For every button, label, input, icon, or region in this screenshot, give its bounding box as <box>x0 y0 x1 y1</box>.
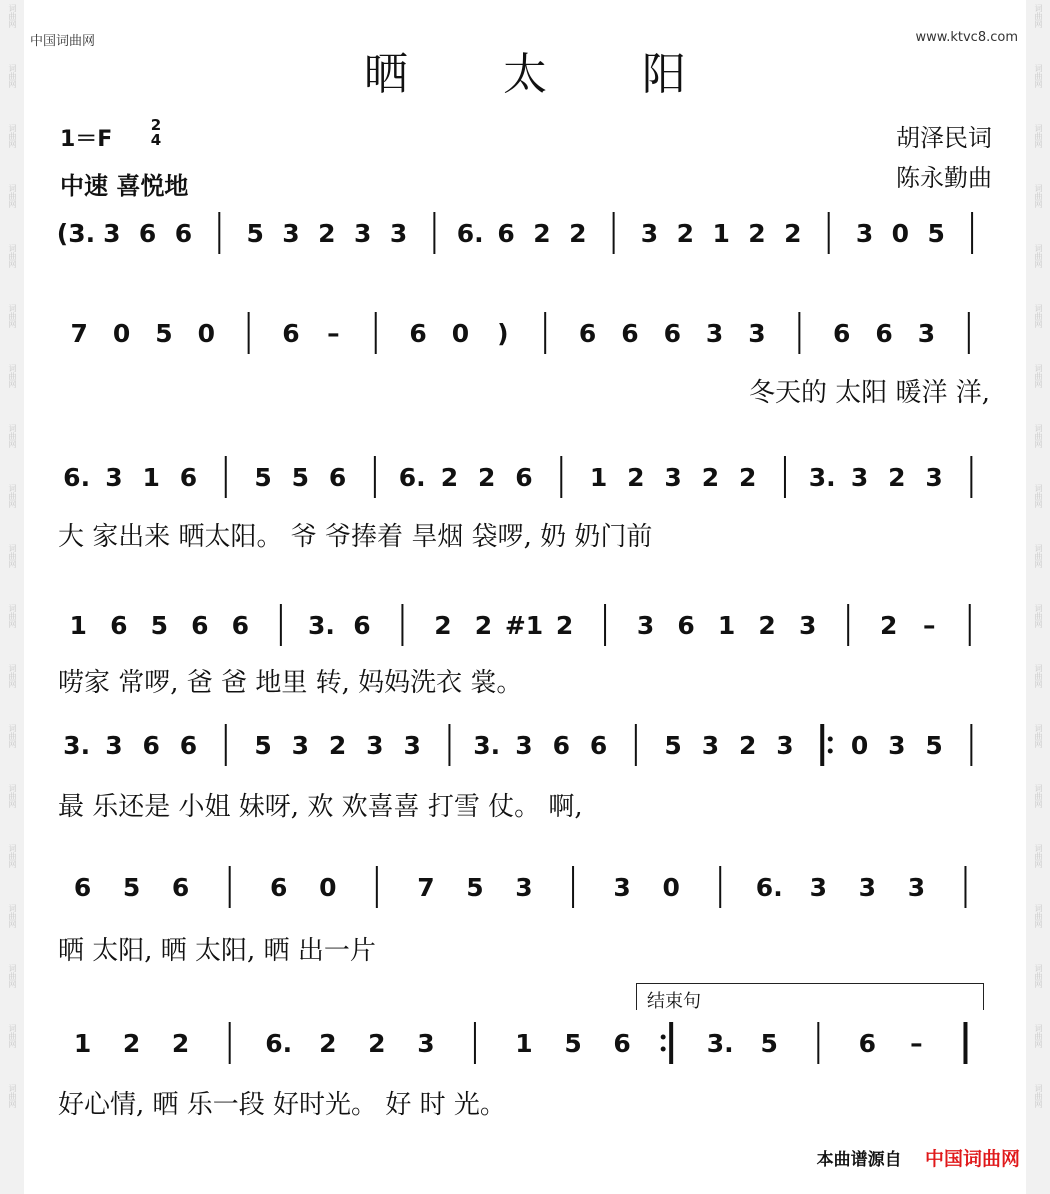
watermark-mark: 词曲网 <box>1034 64 1043 88</box>
note-token: 1 <box>589 463 608 492</box>
note-token: 5 <box>150 611 169 640</box>
notation-row-1 <box>58 212 990 254</box>
note-token: 2 <box>171 1029 190 1058</box>
watermark-mark: 词曲网 <box>8 604 17 628</box>
footer-brand: 中国词曲网 <box>924 1148 1020 1170</box>
note-token: 2 <box>676 219 695 248</box>
note-token: 3 <box>701 731 720 760</box>
watermark-mark: 词曲网 <box>8 364 17 388</box>
note-token: 3 <box>366 731 384 760</box>
watermark-mark: 词曲网 <box>1034 724 1043 748</box>
note-token: 3 <box>636 611 655 640</box>
time-signature-bottom: 4 <box>150 131 162 149</box>
watermark-mark: 词曲网 <box>8 64 17 88</box>
note-token: 2 <box>319 1029 337 1058</box>
note-token: 5 <box>254 463 272 492</box>
note-token: 5 <box>291 463 310 492</box>
note-token: 6 <box>875 319 893 348</box>
notation-row-2-svg <box>58 312 990 354</box>
note-token: 3. <box>808 463 836 492</box>
watermark-mark: 词曲网 <box>8 904 17 928</box>
watermark-mark: 词曲网 <box>1034 904 1043 928</box>
note-token: 2 <box>440 463 459 492</box>
notation-row-3-svg <box>58 456 990 498</box>
note-token: 3 <box>917 319 936 348</box>
lyrics-row-7: 好心情, 晒 乐一段 好时光。 好 时 光。 <box>58 1090 506 1120</box>
note-token: 5 <box>155 319 173 348</box>
note-token: 6 <box>142 731 160 760</box>
watermark-mark: 词曲网 <box>8 124 17 148</box>
note-token: 6 <box>179 731 198 760</box>
note-token: 6 <box>497 219 515 248</box>
note-token: 1 <box>712 219 730 248</box>
watermark-mark: 词曲网 <box>8 1084 17 1108</box>
note-token: 3 <box>888 731 906 760</box>
right-watermark-strip <box>1026 0 1050 1194</box>
watermark-mark: 词曲网 <box>8 304 17 328</box>
lyrics-row-2: 冬天的 太阳 暖洋 洋, <box>748 378 990 408</box>
note-token: 2 <box>569 219 587 248</box>
watermark-mark: 词曲网 <box>8 664 17 688</box>
lyrics-row-4: 唠家 常啰, 爸 爸 地里 转, 妈妈洗衣 裳。 <box>58 668 523 698</box>
notation-row-2 <box>58 312 990 354</box>
note-token: 5 <box>564 1029 582 1058</box>
note-token: 6 <box>515 463 533 492</box>
note-token: 2 <box>879 611 898 640</box>
notation-row-6-svg <box>58 866 990 908</box>
note-token: 6 <box>663 319 681 348</box>
note-token: 1 <box>73 1029 92 1058</box>
watermark-mark: 词曲网 <box>8 1024 17 1048</box>
notation-row-4 <box>58 604 990 646</box>
note-token: 3 <box>291 731 310 760</box>
note-token: 6 <box>191 611 209 640</box>
note-token: 5 <box>466 873 484 902</box>
watermark-mark: 词曲网 <box>8 244 17 268</box>
lyrics-row-5: 最 乐还是 小姐 妹呀, 欢 欢喜喜 打雪 仗。 啊, <box>58 792 583 822</box>
note-token: ) <box>497 319 509 348</box>
watermark-mark: 词曲网 <box>1034 784 1043 808</box>
note-token: 3 <box>925 463 943 492</box>
note-token: 3. <box>63 731 91 760</box>
note-token: 3 <box>748 319 766 348</box>
watermark-mark: 词曲网 <box>1034 964 1043 988</box>
note-token: 6 <box>73 873 92 902</box>
note-token: 2 <box>888 463 906 492</box>
watermark-mark: 词曲网 <box>1034 304 1043 328</box>
note-token: 1 <box>69 611 87 640</box>
note-token: 0 <box>662 873 680 902</box>
site-url-header: www.ktvc8.com <box>915 30 1018 45</box>
note-token: 0 <box>112 319 131 348</box>
note-token: 3 <box>798 611 817 640</box>
ending-bracket <box>636 983 984 1010</box>
repeat-dot <box>661 1035 666 1040</box>
watermark-mark: 词曲网 <box>8 424 17 448</box>
note-token: 2 <box>701 463 720 492</box>
note-token: 6 <box>833 319 851 348</box>
notation-row-7 <box>58 1022 990 1064</box>
note-token: 3 <box>850 463 869 492</box>
ending-label: 结束句 <box>647 991 701 1012</box>
note-token: 3 <box>515 873 533 902</box>
notation-row-5 <box>58 724 990 766</box>
note-token: 3. <box>706 1029 734 1058</box>
note-token: 3 <box>103 219 121 248</box>
note-token: 6 <box>270 873 288 902</box>
note-token: 5 <box>246 219 264 248</box>
watermark-mark: 词曲网 <box>8 784 17 808</box>
note-token: 3 <box>640 219 659 248</box>
lyrics-row-6: 晒 太阳, 晒 太阳, 晒 出一片 <box>58 936 376 966</box>
note-token: 6 <box>138 219 157 248</box>
watermark-mark: 词曲网 <box>1034 604 1043 628</box>
note-token: 3 <box>282 219 300 248</box>
note-token: 3 <box>705 319 724 348</box>
note-token: (3. <box>56 219 96 248</box>
note-token: 6 <box>677 611 695 640</box>
note-token: 5 <box>925 731 943 760</box>
note-token: 6 <box>282 319 300 348</box>
note-token: 6 <box>110 611 128 640</box>
key-signature: 1＝F <box>60 127 113 152</box>
note-token: 6 <box>578 319 597 348</box>
note-token: 3 <box>515 731 533 760</box>
note-token: 6 <box>409 319 427 348</box>
note-token: 1 <box>142 463 160 492</box>
watermark-mark: 词曲网 <box>8 484 17 508</box>
note-token: 2 <box>627 463 645 492</box>
watermark-mark: 词曲网 <box>1034 424 1043 448</box>
watermark-mark: 词曲网 <box>8 844 17 868</box>
composer-credit: 陈永勤曲 <box>896 164 992 192</box>
note-token: 0 <box>891 219 910 248</box>
note-token: 6 <box>613 1029 631 1058</box>
notation-row-7-svg <box>58 1022 990 1064</box>
note-token: 6 <box>589 731 608 760</box>
note-token: 3 <box>353 219 372 248</box>
note-token: 6. <box>63 463 91 492</box>
watermark-mark: 词曲网 <box>1034 364 1043 388</box>
note-token: 0 <box>451 319 470 348</box>
note-token: 5 <box>254 731 272 760</box>
notation-row-1-svg <box>58 212 990 254</box>
repeat-dot <box>828 737 833 742</box>
note-token: 3 <box>664 463 682 492</box>
note-token: 2 <box>328 731 347 760</box>
note-token: 2 <box>748 219 766 248</box>
note-token: 6. <box>398 463 426 492</box>
note-token: 0 <box>197 319 215 348</box>
note-token: 3. <box>473 731 501 760</box>
watermark-mark: 词曲网 <box>1034 124 1043 148</box>
note-token: 6 <box>353 611 371 640</box>
note-token: 3 <box>776 731 794 760</box>
note-token: 3 <box>105 731 123 760</box>
lyrics-row-3: 大 家出来 晒太阳。 爷 爷捧着 旱烟 袋啰, 奶 奶门前 <box>58 522 653 552</box>
notation-row-6 <box>58 866 990 908</box>
watermark-mark: 词曲网 <box>8 4 17 28</box>
note-token: 6 <box>858 1029 877 1058</box>
time-signature-top: 2 <box>150 116 162 134</box>
note-token: 3 <box>417 1029 435 1058</box>
watermark-mark: 词曲网 <box>1034 844 1043 868</box>
note-token: 3 <box>389 219 408 248</box>
note-token: 5 <box>122 873 141 902</box>
site-name-header: 中国词曲网 <box>30 34 96 49</box>
note-token: 6 <box>171 873 190 902</box>
watermark-mark: 词曲网 <box>1034 664 1043 688</box>
time-signature <box>146 118 166 148</box>
note-token: 0 <box>319 873 337 902</box>
note-token: – <box>327 319 340 348</box>
note-token: 3 <box>809 873 828 902</box>
note-token: 2 <box>533 219 551 248</box>
note-token: 5 <box>760 1029 778 1058</box>
note-token: 2 <box>784 219 802 248</box>
note-token: 3 <box>105 463 123 492</box>
note-token: #1 <box>504 611 544 640</box>
note-token: – <box>922 611 936 640</box>
note-token: 6. <box>456 219 484 248</box>
note-token: 3. <box>307 611 335 640</box>
note-token: 5 <box>664 731 682 760</box>
watermark-mark: 词曲网 <box>8 724 17 748</box>
song-title: 晒太阳 <box>364 49 781 100</box>
note-token: 1 <box>717 611 736 640</box>
note-token: 3 <box>858 873 877 902</box>
watermark-mark: 词曲网 <box>1034 484 1043 508</box>
note-token: 2 <box>555 611 574 640</box>
note-token: 0 <box>850 731 869 760</box>
repeat-dot <box>661 1047 666 1052</box>
footer-source-label: 本曲谱源自 <box>816 1150 902 1170</box>
note-token: 3 <box>403 731 421 760</box>
note-token: 2 <box>758 611 776 640</box>
note-token: 3 <box>613 873 631 902</box>
note-token: 5 <box>927 219 945 248</box>
note-token: 2 <box>738 463 757 492</box>
watermark-mark: 词曲网 <box>1034 184 1043 208</box>
watermark-mark: 词曲网 <box>8 964 17 988</box>
note-token: 3 <box>855 219 874 248</box>
note-token: 6 <box>328 463 347 492</box>
note-token: 1 <box>515 1029 533 1058</box>
watermark-mark: 词曲网 <box>1034 1024 1043 1048</box>
note-token: 2 <box>122 1029 141 1058</box>
note-token: – <box>910 1029 923 1058</box>
note-token: 2 <box>474 611 493 640</box>
watermark-mark: 词曲网 <box>1034 1084 1043 1108</box>
note-token: 6 <box>179 463 198 492</box>
note-token: 2 <box>368 1029 386 1058</box>
watermark-mark: 词曲网 <box>1034 544 1043 568</box>
note-token: 2 <box>738 731 757 760</box>
watermark-mark: 词曲网 <box>8 544 17 568</box>
note-token: 6 <box>231 611 250 640</box>
left-watermark-strip <box>0 0 24 1194</box>
lyricist-credit: 胡泽民词 <box>896 124 992 152</box>
note-token: 2 <box>478 463 496 492</box>
note-token: 6 <box>621 319 639 348</box>
note-token: 6 <box>552 731 570 760</box>
notation-row-4-svg <box>58 604 990 646</box>
note-token: 6. <box>265 1029 293 1058</box>
notation-row-5-svg <box>58 724 990 766</box>
note-token: 2 <box>318 219 336 248</box>
repeat-dot <box>828 749 833 754</box>
watermark-mark: 词曲网 <box>8 184 17 208</box>
watermark-mark: 词曲网 <box>1034 4 1043 28</box>
watermark-mark: 词曲网 <box>1034 244 1043 268</box>
note-token: 6 <box>174 219 193 248</box>
notation-row-3 <box>58 456 990 498</box>
note-token: 7 <box>417 873 435 902</box>
note-token: 7 <box>70 319 88 348</box>
tempo-marking: 中速 喜悦地 <box>60 172 189 200</box>
footer-credit <box>817 1144 1020 1171</box>
note-token: 6. <box>755 873 783 902</box>
note-token: 2 <box>434 611 452 640</box>
note-token: 3 <box>907 873 926 902</box>
